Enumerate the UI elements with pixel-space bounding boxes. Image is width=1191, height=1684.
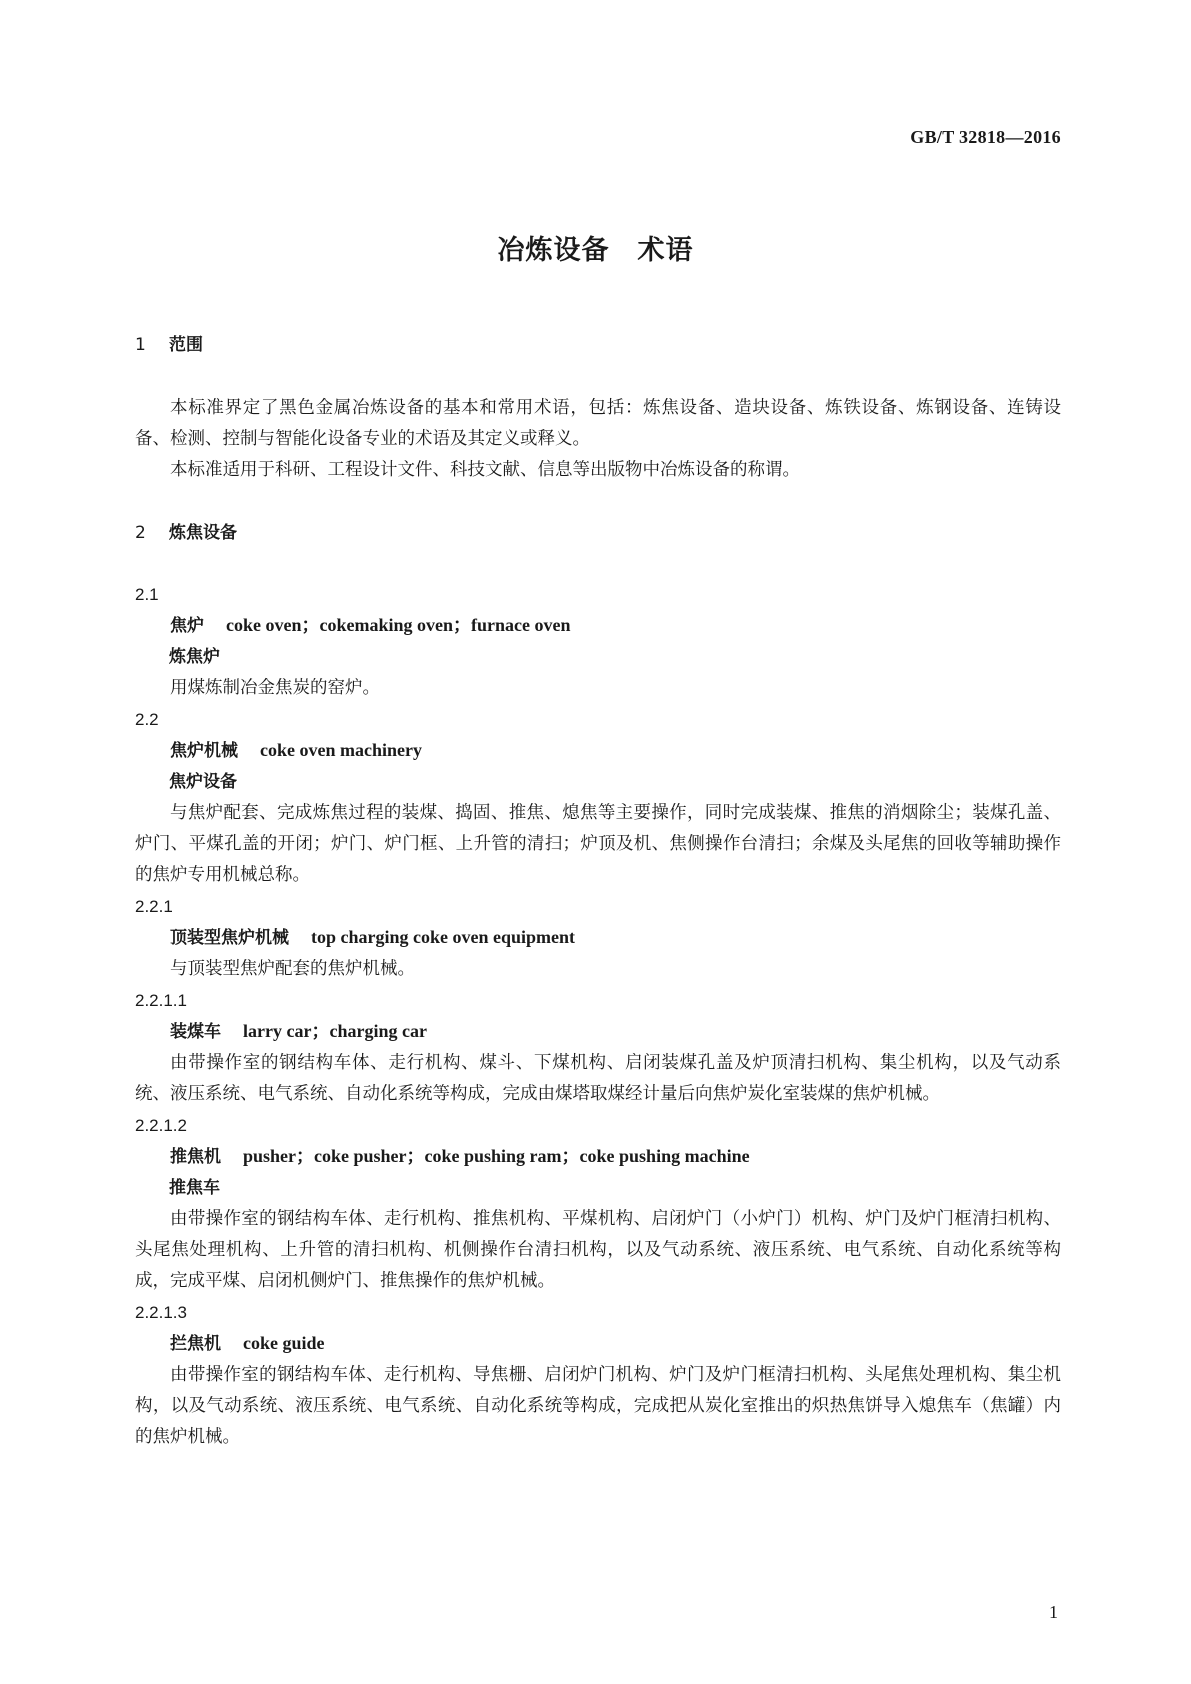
- term-english: pusher；coke pusher；coke pushing ram；coke pushing machine: [243, 1146, 750, 1166]
- standard-code: GB/T 32818—2016: [910, 127, 1061, 147]
- document-title: 冶炼设备 术语: [497, 235, 694, 266]
- page-number: 1: [1049, 1602, 1058, 1622]
- term-number: 2.2.1.1: [135, 991, 187, 1010]
- term-chinese: 焦炉: [170, 616, 204, 636]
- term-entry: [135, 1110, 1061, 1297]
- term-entry: [135, 891, 1061, 985]
- term-name: [170, 1328, 1061, 1360]
- term-list: [135, 579, 1061, 1453]
- term-chinese: 焦炉机械: [170, 741, 238, 761]
- term-name: [170, 922, 1061, 954]
- term-synonym: 推焦车: [169, 1178, 220, 1198]
- term-definition: 用煤炼制冶金焦炭的窑炉。: [170, 678, 380, 698]
- term-chinese: 装煤车: [170, 1022, 221, 1042]
- term-number: 2.2.1.3: [135, 1303, 187, 1322]
- term-synonym: 炼焦炉: [169, 647, 220, 667]
- term-definition: 由带操作室的钢结构车体、走行机构、导焦栅、启闭炉门机构、炉门及炉门框清扫机构、头尾焦处理机构、集尘机构，以及气动系统、液压系统、电气系统、自动化系统等构成，完成把从炭化室推出的炽热焦饼导入熄焦车（焦罐）内的焦炉机械。: [135, 1365, 1061, 1447]
- term-definition: 由带操作室的钢结构车体、走行机构、煤斗、下煤机构、启闭装煤孔盖及炉顶清扫机构、集尘机构，以及气动系统、液压系统、电气系统、自动化系统等构成，完成由煤塔取煤经计量后向焦炉炭化室装煤的焦炉机械。: [135, 1053, 1061, 1104]
- section-number: 1: [135, 335, 146, 355]
- term-name: [170, 1016, 1061, 1048]
- term-english: coke oven；cokemaking oven；furnace oven: [226, 615, 571, 635]
- term-name: [170, 1141, 1061, 1173]
- section-number: 2: [135, 523, 146, 543]
- term-entry: [135, 704, 1061, 891]
- section-heading-coking: [135, 518, 1061, 549]
- term-chinese: 顶装型焦炉机械: [170, 928, 289, 948]
- term-chinese: 拦焦机: [170, 1334, 221, 1354]
- term-chinese: 推焦机: [170, 1147, 221, 1167]
- term-english: larry car；charging car: [243, 1021, 427, 1041]
- term-definition: 由带操作室的钢结构车体、走行机构、推焦机构、平煤机构、启闭炉门（小炉门）机构、炉门及炉门框清扫机构、头尾焦处理机构、上升管的清扫机构、机侧操作台清扫机构，以及气动系统、液压系统、电气系统、自动化系统等构成，完成平煤、启闭机侧炉门、推焦操作的焦炉机械。: [135, 1209, 1061, 1291]
- section-title: 炼焦设备: [169, 523, 237, 543]
- section-title: 范围: [169, 335, 203, 355]
- term-synonym: 焦炉设备: [169, 772, 237, 792]
- section-heading-scope: [135, 330, 1061, 361]
- term-definition: 与顶装型焦炉配套的焦炉机械。: [170, 959, 415, 979]
- term-number: 2.1: [135, 585, 159, 604]
- term-number: 2.2.1: [135, 897, 173, 916]
- term-name: [170, 735, 1061, 767]
- term-number: 2.2: [135, 710, 159, 729]
- term-english: coke guide: [243, 1333, 325, 1353]
- term-number: 2.2.1.2: [135, 1116, 187, 1135]
- term-english: top charging coke oven equipment: [311, 927, 576, 947]
- term-entry: [135, 985, 1061, 1110]
- scope-paragraph: 本标准界定了黑色金属冶炼设备的基本和常用术语，包括：炼焦设备、造块设备、炼铁设备、炼钢设备、连铸设备、检测、控制与智能化设备专业的术语及其定义或释义。: [135, 398, 1061, 449]
- term-name: [170, 610, 1061, 642]
- term-entry: [135, 579, 1061, 704]
- document-body: [135, 330, 1061, 1453]
- term-english: coke oven machinery: [260, 740, 422, 760]
- term-entry: [135, 1297, 1061, 1453]
- term-definition: 与焦炉配套、完成炼焦过程的装煤、捣固、推焦、熄焦等主要操作，同时完成装煤、推焦的消烟除尘；装煤孔盖、炉门、平煤孔盖的开闭；炉门、炉门框、上升管的清扫；炉顶及机、焦侧操作台清扫；余煤及头尾焦的回收等辅助操作的焦炉专用机械总称。: [135, 803, 1061, 885]
- scope-paragraph: 本标准适用于科研、工程设计文件、科技文献、信息等出版物中冶炼设备的称谓。: [170, 460, 800, 480]
